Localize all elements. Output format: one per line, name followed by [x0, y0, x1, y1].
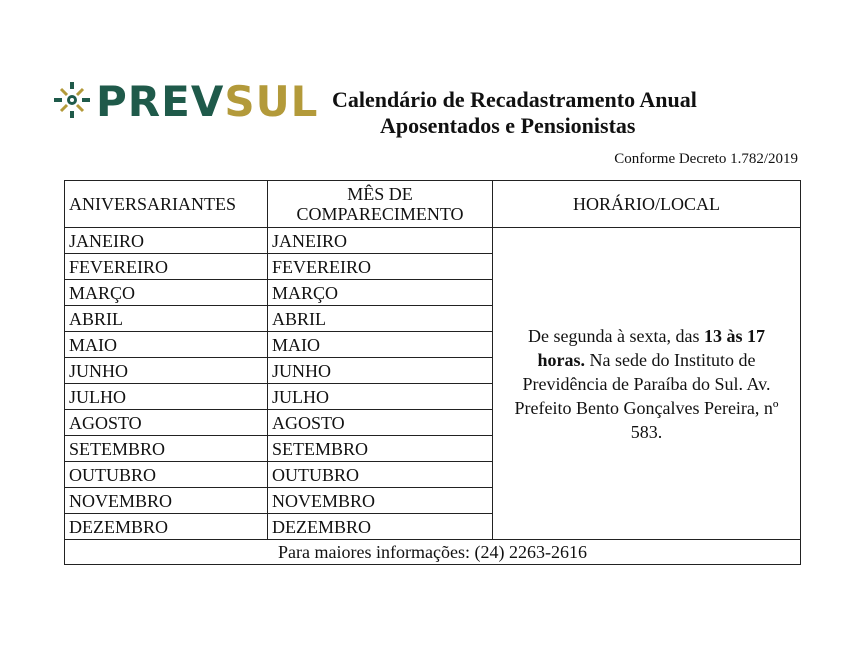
header-month-line-1: MÊS DE — [347, 184, 413, 204]
header-schedule: HORÁRIO/LOCAL — [493, 181, 801, 228]
month-cell: FEVEREIRO — [268, 254, 493, 280]
month-cell: NOVEMBRO — [268, 488, 493, 514]
decree-note: Conforme Decreto 1.782/2019 — [614, 151, 798, 167]
month-cell: SETEMBRO — [268, 436, 493, 462]
month-cell: OUTUBRO — [268, 462, 493, 488]
logo-wordmark — [96, 77, 319, 126]
schedule-info-hours: 13 às 17 horas. — [537, 325, 765, 370]
title-line-2: Aposentados e Pensionistas — [380, 113, 636, 138]
month-cell: DEZEMBRO — [268, 514, 493, 540]
birthday-cell: OUTUBRO — [65, 462, 268, 488]
header-month-line-2: COMPARECIMENTO — [296, 204, 464, 224]
month-cell: AGOSTO — [268, 410, 493, 436]
month-cell: JULHO — [268, 384, 493, 410]
logo-prev-text: PREV — [96, 77, 225, 126]
birthday-cell: JANEIRO — [65, 228, 268, 254]
header-month — [268, 181, 493, 228]
month-cell: JANEIRO — [268, 228, 493, 254]
prevsul-logo — [52, 77, 319, 126]
birthday-cell: MARÇO — [65, 280, 268, 306]
title-line-1: Calendário de Recadastramento Anual — [332, 87, 697, 112]
contact-info: Para maiores informações: (24) 2263-2616 — [65, 540, 801, 565]
birthday-cell: JULHO — [65, 384, 268, 410]
month-cell: ABRIL — [268, 306, 493, 332]
birthday-cell: AGOSTO — [65, 410, 268, 436]
birthday-cell: JUNHO — [65, 358, 268, 384]
birthday-cell: DEZEMBRO — [65, 514, 268, 540]
header-birthday: ANIVERSARIANTES — [65, 181, 268, 228]
table-footer-row — [65, 540, 801, 565]
birthday-cell: MAIO — [65, 332, 268, 358]
table-row — [65, 228, 801, 254]
birthday-cell: SETEMBRO — [65, 436, 268, 462]
birthday-cell: FEVEREIRO — [65, 254, 268, 280]
schedule-info-cell — [493, 228, 801, 540]
month-cell: MAIO — [268, 332, 493, 358]
month-cell: MARÇO — [268, 280, 493, 306]
schedule-info-pre: De segunda à sexta, das — [528, 325, 704, 346]
prevsul-emblem-icon — [52, 80, 92, 125]
birthday-cell: ABRIL — [65, 306, 268, 332]
logo-sul-text: SUL — [224, 77, 319, 126]
table-header-row — [65, 181, 801, 228]
schedule-info-post: Na sede do Instituto de Previdência de Paraíba do Sul. Av. Prefeito Bento Gonçalves Pereira, nº 583. — [514, 349, 779, 442]
calendar-table — [64, 180, 801, 565]
birthday-cell: NOVEMBRO — [65, 488, 268, 514]
month-cell: JUNHO — [268, 358, 493, 384]
page-title — [332, 87, 772, 139]
